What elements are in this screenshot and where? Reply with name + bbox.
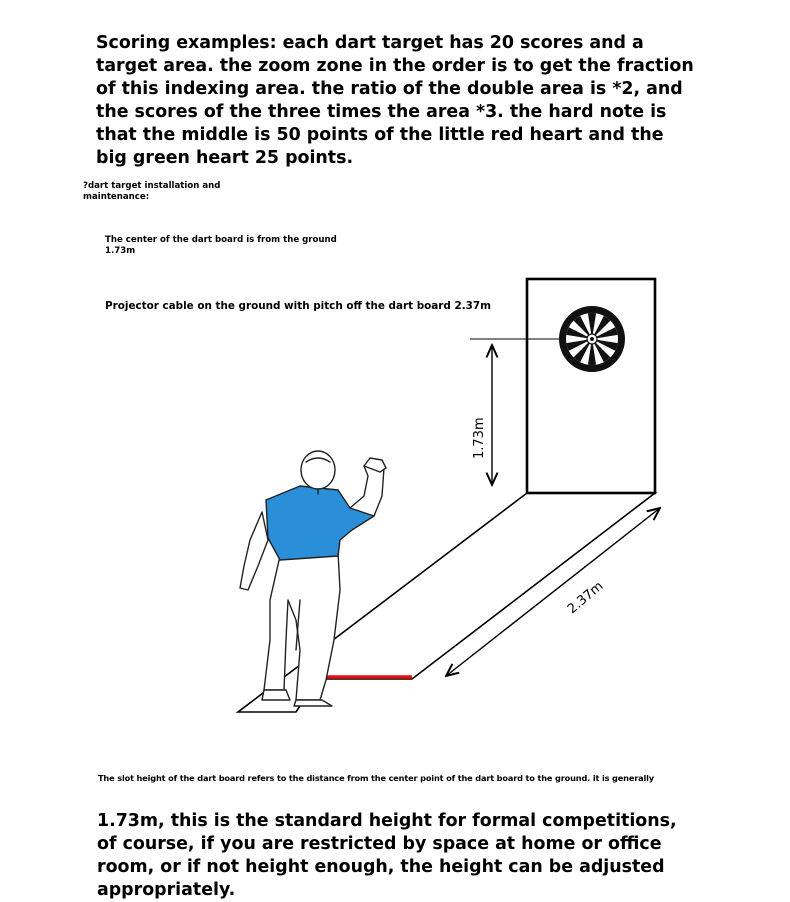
closing-text: 1.73m, this is the standard height for formal competitions, of course, if you are restricted by space at home or office room, or if not height enough, the height can be adjusted appropriately. xyxy=(97,811,677,900)
center-height-note: The center of the dart board is from the ground 1.73m xyxy=(105,235,337,256)
cable-distance-note: Projector cable on the ground with pitch off the dart board 2.37m xyxy=(105,300,491,312)
installation-heading: ?dart target installation and maintenance: xyxy=(83,181,221,202)
player-figure xyxy=(240,451,386,706)
distance-dimension-arrow xyxy=(446,508,660,676)
height-dimension-label: 1.73m xyxy=(472,417,487,459)
dartboard-icon xyxy=(559,306,625,372)
distance-dimension-label: 2.37m xyxy=(564,578,607,618)
scoring-intro-text: Scoring examples: each dart target has 20 scores and a target area. the zoom zone in the order is to get the fraction of this indexing area. the ratio of the double area is *2, and the scores of the three times the area *3. the hard note is that the middle is 50 points of the little red heart and the big green heart 25 points. xyxy=(96,33,694,168)
slot-height-note: The slot height of the dart board refers to the distance from the center point of the dart board to the ground. it is generally xyxy=(98,773,654,783)
